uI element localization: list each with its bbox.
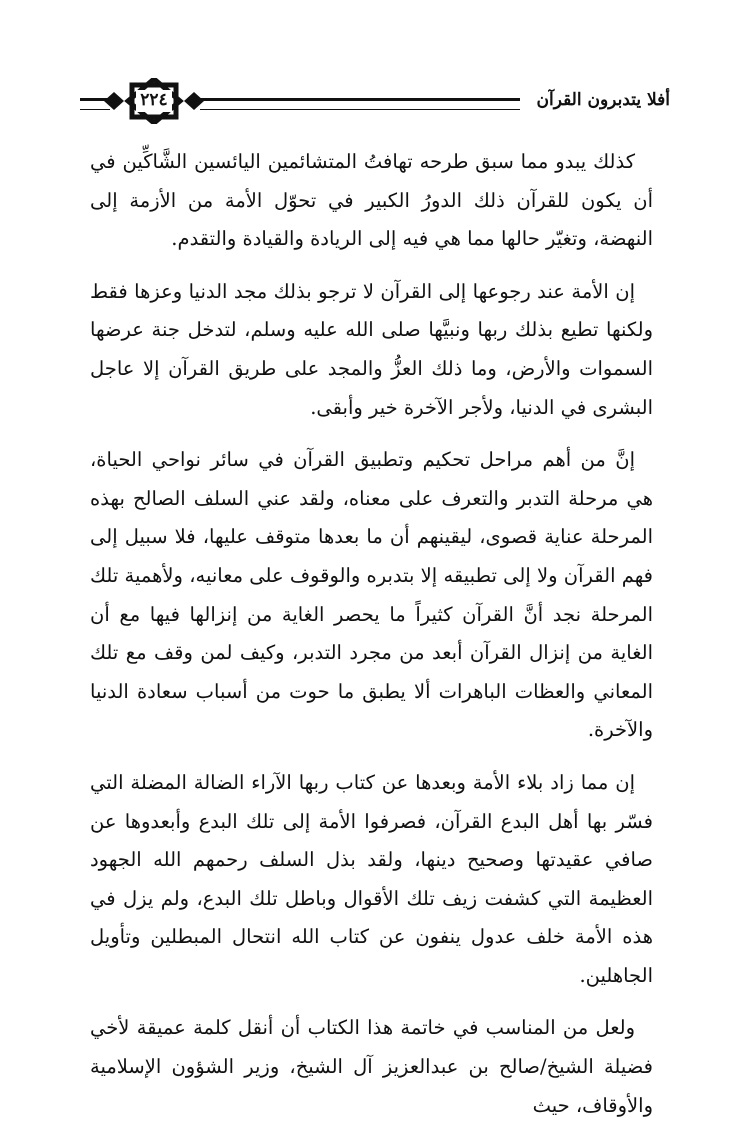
- paragraph: إن مما زاد بلاء الأمة وبعدها عن كتاب ربها الآراء الضالة المضلة التي فسّر بها أهل البدع القرآن، فصرفوا الأمة إلى تلك البدع وأبعدوها عن صافي عقيدتها وصحيح دينها، ولقد بذل السلف رحمهم الله الجهود العظيمة التي كشفت زيف تلك الأقوال وباطل تلك البدع، ولم يزل في هذه الأمة خلف عدول ينفون عن كتاب الله انتحال المبطلين وتأويل الجاهلين.: [90, 770, 653, 987]
- page-header: [80, 78, 670, 124]
- running-title: أفلا يتدبرون القرآن: [536, 90, 670, 110]
- page-number: ٢٢٤: [140, 90, 168, 110]
- paragraph: ولعل من المناسب في خاتمة هذا الكتاب أن أنقل كلمة عميقة لأخي فضيلة الشيخ/صالح بن عبدالعزيز آل الشيخ، وزير الشؤون الإسلامية والأوقاف، حيث: [90, 1016, 653, 1117]
- header-rule: [200, 98, 520, 110]
- page-body: [90, 143, 653, 1139]
- paragraph: إنَّ من أهم مراحل تحكيم وتطبيق القرآن في سائر نواحي الحياة، هي مرحلة التدبر والتعرف على معناه، ولقد عني السلف الصالح بهذه المرحلة عناية قصوى، ليقينهم أن ما بعدها متوقف عليها، فلا سبيل إلى فهم القرآن ولا إلى تطبيقه إلا بتدبره والوقوف على معانيه، ولأهمية تلك المرحلة نجد أنَّ القرآن كثيراً ما يحصر الغاية من إنزالها فيها مع أن الغاية من إنزال القرآن أبعد من مجرد التدبر، وكيف لمن وقف مع تلك المعاني والعظات الباهرات ألا يطبق ما حوت من أسباب سعادة الدنيا والآخرة.: [90, 448, 653, 742]
- paragraph: إن الأمة عند رجوعها إلى القرآن لا ترجو بذلك مجد الدنيا وعزها فقط ولكنها تطيع بذلك ربها ونبيَّها صلى الله عليه وسلم، لتدخل جنة عرضها السموات والأرض، وما ذلك العزُّ والمجد على طريق القرآن إلا عاجل البشرى في الدنيا، ولأجر الآخرة خير وأبقى.: [90, 279, 653, 419]
- paragraph: كذلك يبدو مما سبق طرحه تهافتُ المتشائمين اليائسين الشَّاكِّين في أن يكون للقرآن ذلك الدورُ الكبير في تحوّل الأمة من الأزمة إلى النهضة، وتغيّر حالها مما هي فيه إلى الريادة والقيادة والتقدم.: [90, 150, 653, 251]
